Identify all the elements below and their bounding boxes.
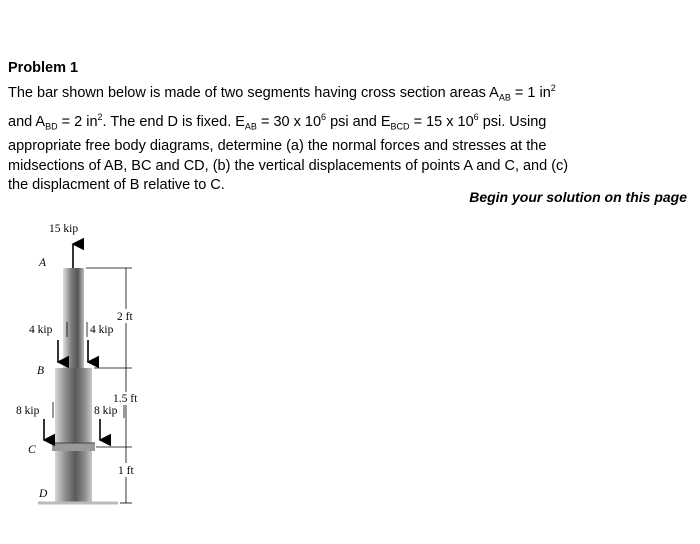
label-point-a: A: [39, 257, 47, 269]
statement-line-4: midsections of AB, BC and CD, (b) the vertical displacements of points A and C, and (c): [8, 157, 569, 174]
problem-title: Problem 1: [8, 60, 79, 76]
statement-line-5: the displacment of B relative to C.: [8, 177, 225, 194]
collar-c: [52, 443, 95, 451]
statement-line-1: The bar shown below is made of two segments having cross section areas $A_{AB} = 1$ $in^2$: [8, 83, 556, 103]
label-point-b: B: [37, 365, 45, 377]
label-4kip-left: 4 kip: [29, 324, 53, 336]
label-4kip-right: 4 kip: [90, 324, 114, 336]
label-point-d: D: [39, 488, 48, 500]
statement-line-3: appropriate free body diagrams, determine (a) the normal forces and stresses at the: [8, 138, 547, 155]
dim-ab: 2 ft: [117, 311, 133, 323]
label-15kip: 15 kip: [49, 223, 79, 235]
label-8kip-right: 8 kip: [94, 405, 118, 417]
dim-cd: 1 ft: [118, 465, 134, 477]
begin-solution-note: Begin your solution on this page: [469, 189, 687, 205]
segment-ab: [63, 268, 84, 368]
segment-bd: [55, 368, 92, 503]
label-point-c: C: [28, 444, 36, 456]
dim-bc: 1.5 ft: [113, 393, 138, 405]
label-8kip-left: 8 kip: [16, 405, 40, 417]
statement-line-2: and $A_{BD} = 2$ $in^2$. The end D is fixed. $E_{AB} = 30$ x $10^6$ psi and $E_{BCD} = 15$ x $10^6$ psi. Using: [8, 112, 547, 132]
